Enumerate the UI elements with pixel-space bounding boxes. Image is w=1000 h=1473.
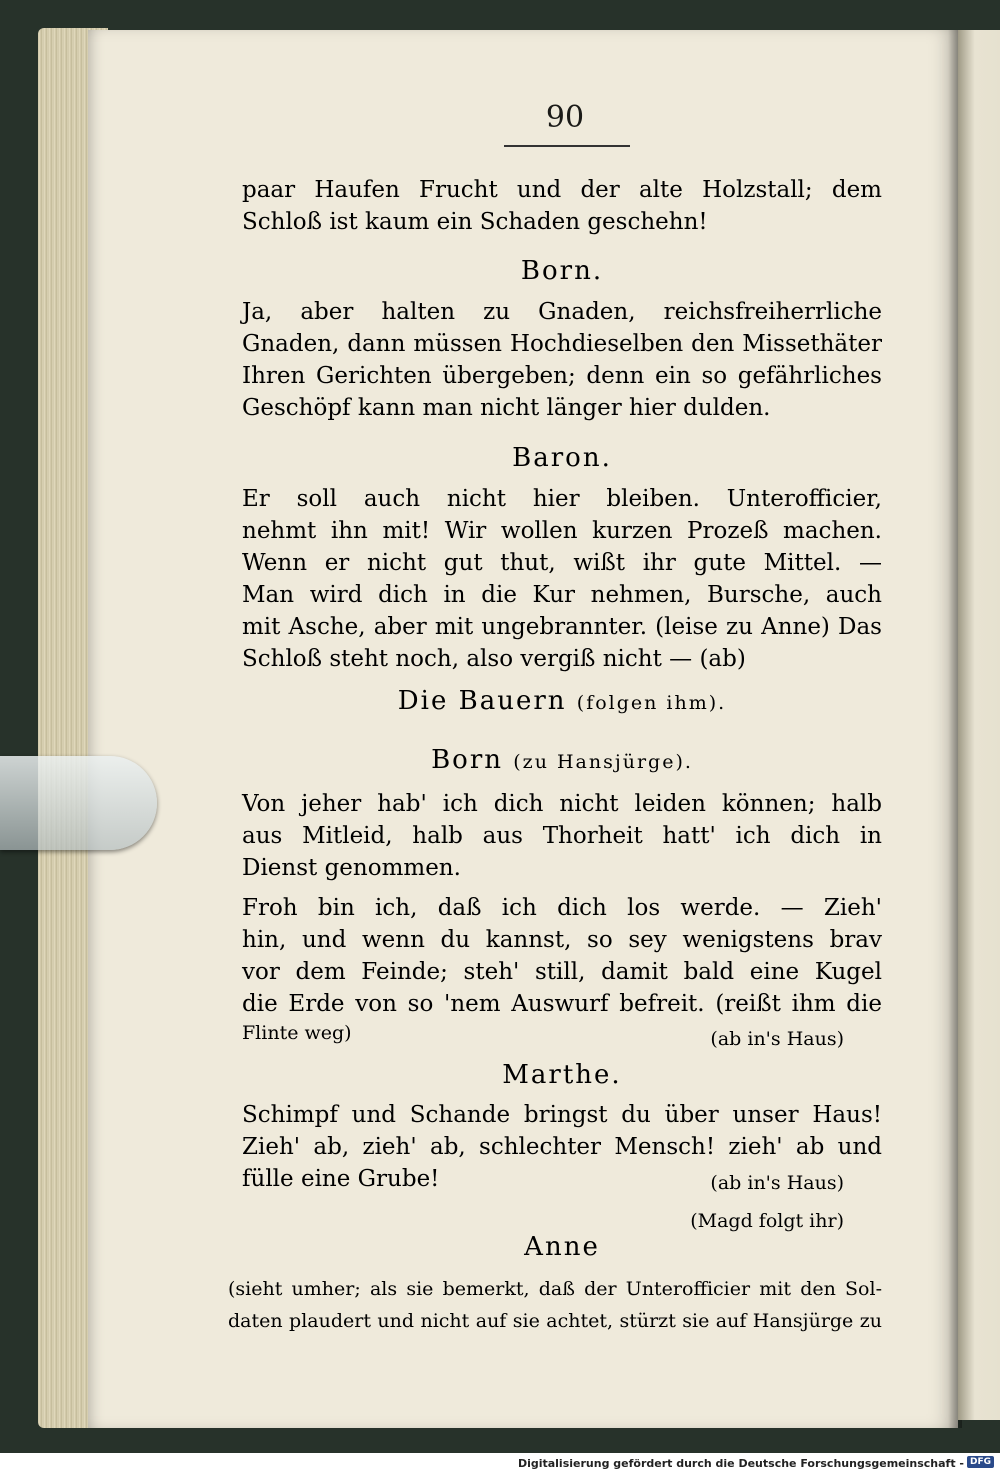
header-rule xyxy=(504,145,630,147)
text-line: daten plaudert und nicht auf sie achtet, stürzt sie auf Hansjürge zu xyxy=(228,1310,882,1332)
text-line: die Erde von so 'nem Auswurf befreit. (reißt ihm die xyxy=(242,991,882,1017)
speaker-line-born xyxy=(242,745,882,775)
speaker-name: Anne xyxy=(524,1232,600,1262)
text-line: Schloß steht noch, also vergiß nicht — (ab) xyxy=(242,646,746,672)
stage-direction: (ab in's Haus) xyxy=(710,1028,844,1050)
page-number: 90 xyxy=(545,100,585,135)
text-line: Froh bin ich, daß ich dich los werde. — Zieh' xyxy=(242,895,882,921)
speaker-name: Born. xyxy=(520,256,604,286)
text-line: Ihren Gerichten übergeben; denn ein so gefährliches xyxy=(242,363,882,389)
text-line: Schloß ist kaum ein Schaden geschehn! xyxy=(242,209,708,235)
speaker-line-bauern xyxy=(242,686,882,716)
text-line: aus Mitleid, halb aus Thorheit hatt' ich dich in xyxy=(242,823,882,849)
text-line: Dienst genommen. xyxy=(242,855,461,881)
stage-direction: (folgen ihm). xyxy=(576,692,727,714)
bookmark-clip xyxy=(0,756,157,850)
stage-direction: (ab in's Haus) xyxy=(710,1172,844,1194)
text-line: Zieh' ab, zieh' ab, schlechter Mensch! zieh' ab und xyxy=(242,1134,882,1160)
dfg-logo: DFG xyxy=(967,1456,994,1468)
speaker-name: Die Bauern xyxy=(397,686,567,716)
text-line: Er soll auch nicht hier bleiben. Unterofficier, xyxy=(242,486,882,512)
footer-credit: Digitalisierung gefördert durch die Deutsche Forschungsgemeinschaft - xyxy=(517,1457,964,1470)
text-line: Man wird dich in die Kur nehmen, Bursche, auch xyxy=(242,582,882,608)
text-line: Wenn er nicht gut thut, wißt ihr gute Mittel. — xyxy=(242,550,882,576)
speaker-name: Baron. xyxy=(512,443,612,473)
stage-direction: (Magd folgt ihr) xyxy=(690,1210,844,1232)
facing-page-edge xyxy=(958,30,1000,1420)
text-line: vor dem Feinde; steh' still, damit bald eine Kugel xyxy=(242,959,882,985)
speaker-name: Marthe. xyxy=(502,1060,622,1090)
text-line: mit Asche, aber mit ungebrannter. (leise zu Anne) Das xyxy=(242,614,882,640)
text-line: (sieht umher; als sie bemerkt, daß der Unterofficier mit den Sol- xyxy=(228,1278,882,1300)
text-line: nehmt ihn mit! Wir wollen kurzen Prozeß machen. xyxy=(242,518,882,544)
text-line: hin, und wenn du kannst, so sey wenigstens brav xyxy=(242,927,882,953)
stage-direction: (zu Hansjürge). xyxy=(513,751,693,773)
text-line: Gnaden, dann müssen Hochdieselben den Missethäter xyxy=(242,331,882,357)
text-line: Geschöpf kann man nicht länger hier dulden. xyxy=(242,395,771,421)
text-line: Von jeher hab' ich dich nicht leiden können; halb xyxy=(242,791,882,817)
text-line: fülle eine Grube! xyxy=(242,1166,440,1192)
text-line: Flinte weg) xyxy=(242,1022,352,1044)
speaker-name: Born xyxy=(431,745,503,775)
text-line: Ja, aber halten zu Gnaden, reichsfreiherrliche xyxy=(242,299,882,325)
text-line: paar Haufen Frucht und der alte Holzstall; dem xyxy=(242,177,882,203)
text-line: Schimpf und Schande bringst du über unser Haus! xyxy=(242,1102,882,1128)
footer-bar xyxy=(0,1453,1000,1473)
